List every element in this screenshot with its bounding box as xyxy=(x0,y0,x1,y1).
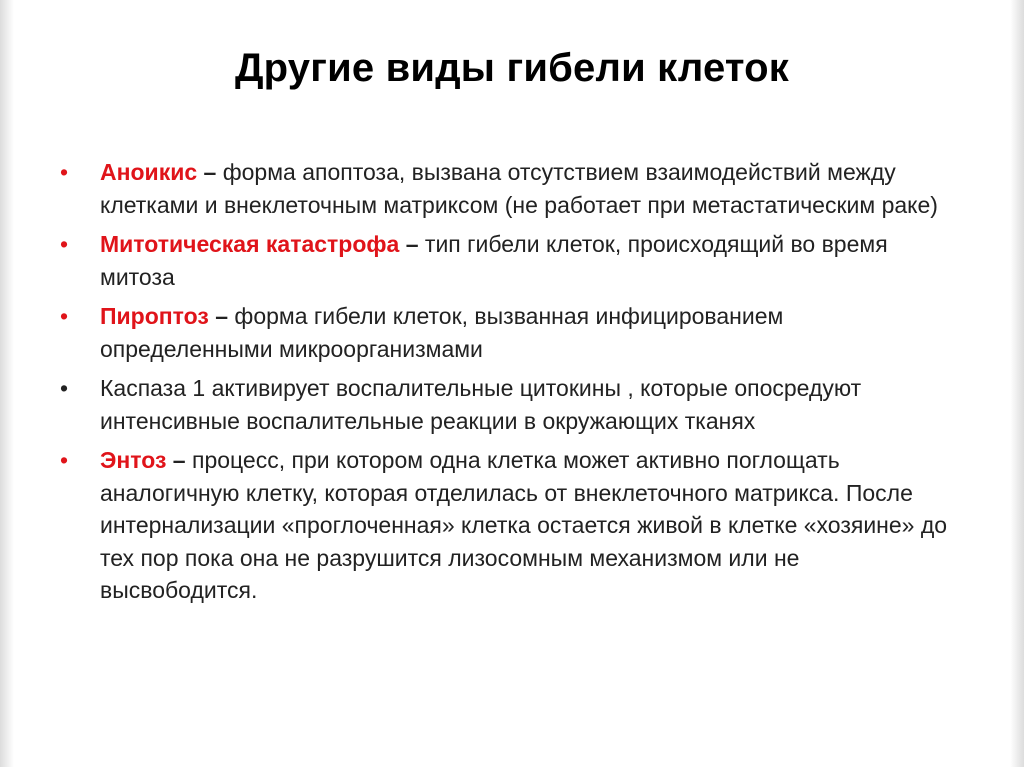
description: форма апоптоза, вызвана отсутствием взаимодействий между клетками и внеклеточным матриксом (не работает при метастатическим раке) xyxy=(100,159,938,218)
description: форма гибели клеток, вызванная инфицированием определенными микроорганизмами xyxy=(100,303,784,362)
dash: – xyxy=(172,447,186,473)
dash: – xyxy=(203,159,217,185)
bullet-text xyxy=(100,156,960,221)
list-item-entosis xyxy=(60,444,960,607)
description: тип гибели клеток, происходящий во время митоза xyxy=(100,231,888,290)
bullet-icon: • xyxy=(60,159,69,185)
list-item-mitotic-catastrophe xyxy=(60,228,960,293)
bullet-text xyxy=(100,444,960,607)
list-item-anoikis xyxy=(60,156,960,221)
bullet-icon: • xyxy=(60,303,69,329)
slide-title: Другие виды гибели клеток xyxy=(234,46,790,90)
bullet-text: Каспаза 1 активирует воспалительные цитокины , которые опосредуют интенсивные воспалительные реакции в окружающих тканях xyxy=(100,375,862,434)
bullet-text xyxy=(100,228,960,293)
list-item-pyroptosis xyxy=(60,300,960,365)
bullet-icon: • xyxy=(60,447,69,473)
bullet-text xyxy=(100,300,960,365)
left-edge-shadow xyxy=(0,0,14,767)
bullet-icon: • xyxy=(60,231,69,257)
bullet-list xyxy=(60,156,960,614)
term-label: Пироптоз xyxy=(100,303,209,329)
term-label: Энтоз xyxy=(100,447,167,473)
term-label: Аноикис xyxy=(100,159,198,185)
right-edge-shadow xyxy=(1010,0,1024,767)
list-item-caspase xyxy=(60,372,960,437)
dash: – xyxy=(405,231,419,257)
description: процесс, при котором одна клетка может активно поглощать аналогичную клетку, которая отделилась от внеклеточного матрикса. После интернализации «проглоченная» клетка остается живой в клетке «хозяине» до тех пор пока она не разрушится лизосомным механизмом или не высвободится. xyxy=(100,447,948,603)
term-label: Митотическая катастрофа xyxy=(100,231,400,257)
bullet-icon: • xyxy=(60,375,69,401)
dash: – xyxy=(215,303,228,329)
